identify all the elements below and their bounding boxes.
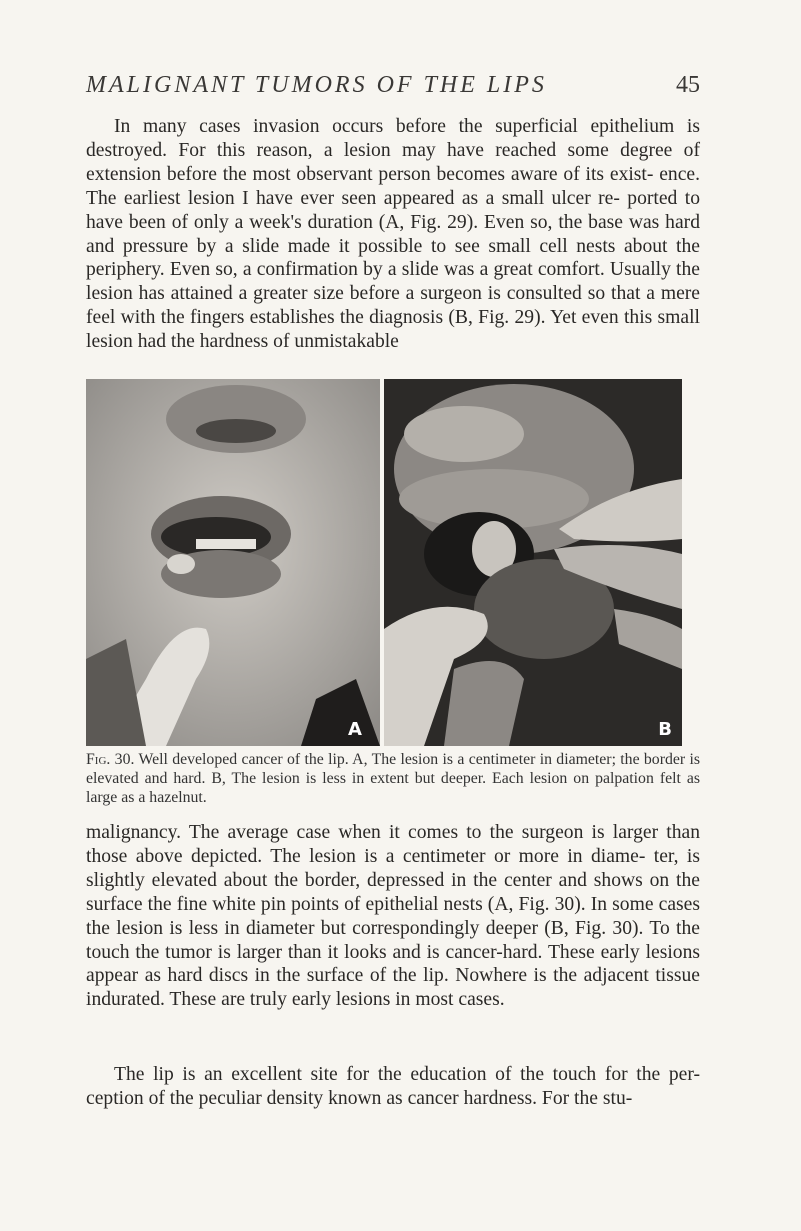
photo-a-image: [86, 379, 380, 746]
figure-caption-number: Fig. 30.: [86, 751, 135, 768]
page-number: 45: [676, 72, 700, 98]
running-head-title: MALIGNANT TUMORS OF THE LIPS: [86, 72, 547, 98]
running-head: [86, 72, 700, 106]
figure-caption: [86, 751, 700, 807]
photo-b-image: [384, 379, 682, 746]
paragraph-2: malignancy. The average case when it comes to the surgeon is larger than those above depicted. The lesion is a centimeter or more in diame- ter, is slightly elevated about the border, depressed in the center and shows on the surface the fine white pin points of epithelial nests (A, Fig. 30). In some cases the lesion is less in diameter but correspondingly deeper (B, Fig. 30). To the touch the tumor is larger than it looks and is cancer-hard. These early lesions appear as hard discs in the surface of the lip. Nowhere is the adjacent tissue indurated. These are truly early lesions in most cases.: [86, 822, 700, 1011]
panel-a-label: A: [348, 719, 362, 740]
photo-panel-b: [384, 379, 682, 746]
paragraph-3: The lip is an excellent site for the education of the touch for the per- ception of the peculiar density known as cancer hardness. For the stu-: [86, 1064, 700, 1109]
figure-caption-text: Well developed cancer of the lip. A, The lesion is a centimeter in diameter; the border is elevated and hard. B, The lesion is less in extent but deeper. Each lesion on palpation felt as large as a hazelnut.: [86, 751, 700, 806]
figure-30: [86, 379, 684, 746]
panel-b-label: B: [658, 719, 672, 740]
paragraph-1: In many cases invasion occurs before the superficial epithelium is destroyed. For this reason, a lesion may have reached some degree of extension before the most observant person becomes aware of its exist- ence. The earliest lesion I have ever seen appeared as a small ulcer re- ported to have been of only a week's duration (A, Fig. 29). Even so, the base was hard and pressure by a slide made it possible to see small cell nests about the periphery. Even so, a confirmation by a slide was a great comfort. Usually the lesion has attained a greater size before a surgeon is consulted so that a mere feel with the fingers establishes the diagnosis (B, Fig. 29). Yet even this small lesion had the hardness of unmistakable: [86, 116, 700, 353]
photo-panel-a: [86, 379, 380, 746]
